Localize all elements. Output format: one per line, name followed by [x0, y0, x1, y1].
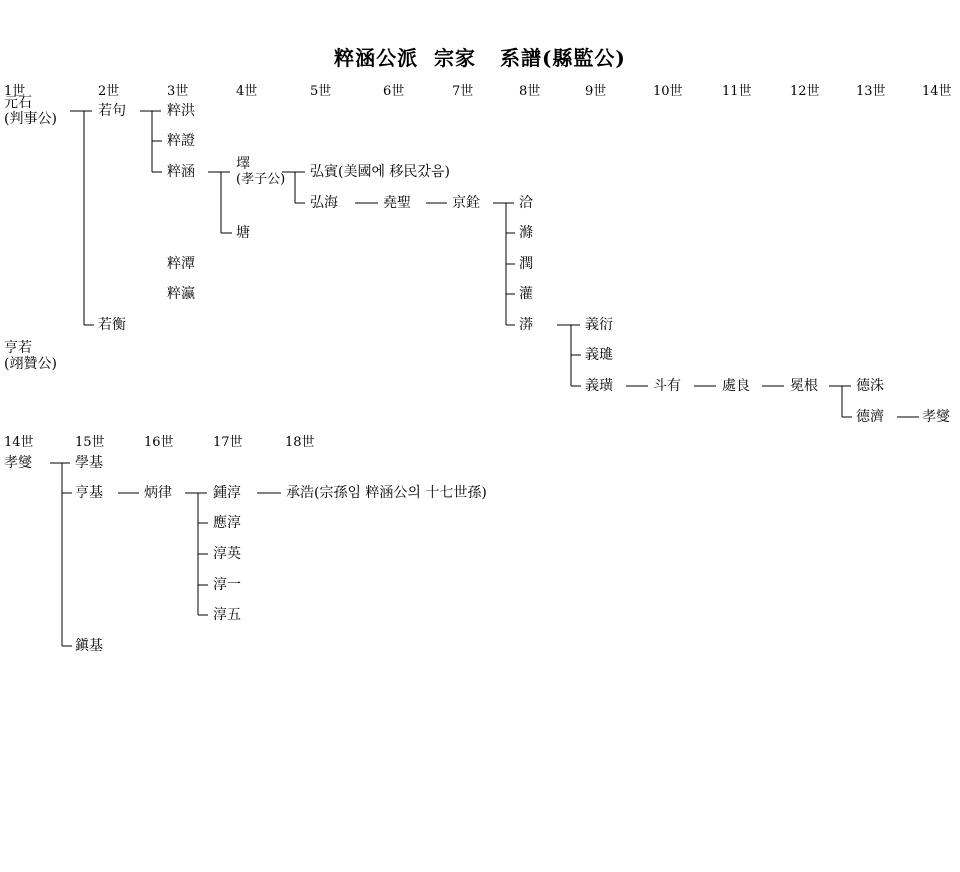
person-node: 元石 — [4, 95, 32, 111]
person-node: 粹潭 — [167, 256, 195, 272]
person-node: 淳五 — [213, 607, 241, 623]
person-node: 德濟 — [856, 409, 884, 425]
gen-label: 18世 — [285, 435, 315, 450]
person-node: 斗有 — [653, 378, 681, 394]
page-title: 粹涵公派 宗家 系譜(縣監公) — [334, 46, 626, 70]
person-node: 京銓 — [452, 195, 480, 211]
gen-label: 17世 — [213, 435, 243, 450]
person-node: 應淳 — [213, 515, 241, 531]
gen-label: 4世 — [236, 84, 258, 99]
person-node: 冕根 — [790, 378, 818, 394]
person-node: 德洙 — [856, 378, 884, 394]
gen-label: 1世 — [4, 84, 26, 99]
person-node: 粹涵 — [167, 164, 195, 180]
gen-label: 14世 — [922, 84, 952, 99]
person-node: 處良 — [722, 378, 750, 394]
person-node: 塘 — [236, 225, 250, 241]
person-node: 漭 — [519, 317, 533, 333]
person-node: 淳一 — [213, 577, 241, 593]
person-note: (孝子公) — [236, 172, 286, 187]
person-node: 鎭基 — [75, 638, 103, 654]
person-node: 承浩(宗孫임 粹涵公의 十七世孫) — [286, 485, 487, 501]
gen-label: 6世 — [383, 84, 405, 99]
person-node: 義衍 — [585, 317, 613, 333]
gen-label: 3世 — [167, 84, 189, 99]
person-node: 灌 — [519, 286, 533, 302]
gen-label: 9世 — [585, 84, 607, 99]
person-node: 粹證 — [167, 133, 195, 149]
person-node: 淳英 — [213, 546, 241, 562]
person-node: 滌 — [519, 225, 533, 241]
gen-label: 16世 — [144, 435, 174, 450]
person-node: 弘賓(美國에 移民갔음) — [310, 164, 450, 180]
gen-label: 2世 — [98, 84, 120, 99]
person-node: 亨基 — [75, 485, 103, 501]
gen-label: 7世 — [452, 84, 474, 99]
gen-label: 12世 — [790, 84, 820, 99]
gen-label: 8世 — [519, 84, 541, 99]
gen-label: 15世 — [75, 435, 105, 450]
person-node: 鍾淳 — [213, 485, 241, 501]
person-note: (判事公) — [4, 111, 57, 127]
gen-label: 10世 — [653, 84, 683, 99]
person-node: 弘海 — [310, 195, 338, 211]
person-node: 孝燮 — [4, 455, 32, 471]
person-node: 粹洪 — [167, 103, 195, 119]
person-node: 墿 — [236, 156, 250, 172]
gen-label: 13世 — [856, 84, 886, 99]
person-node: 潤 — [519, 256, 533, 272]
person-node: 洽 — [519, 195, 533, 211]
person-node: 亨若 — [4, 340, 32, 356]
gen-label: 11世 — [722, 84, 752, 99]
gen-label: 14世 — [4, 435, 34, 450]
person-node: 若衡 — [98, 317, 126, 333]
person-note: (翊贊公) — [4, 356, 57, 372]
person-node: 粹瀛 — [167, 286, 195, 302]
person-node: 義璡 — [585, 347, 613, 363]
person-node: 若句 — [98, 103, 126, 119]
person-node: 堯聖 — [383, 195, 411, 211]
person-node: 炳律 — [144, 485, 172, 501]
person-node: 孝燮 — [922, 409, 950, 425]
person-node: 學基 — [75, 455, 103, 471]
gen-label: 5世 — [310, 84, 332, 99]
person-node: 義璜 — [585, 378, 613, 394]
